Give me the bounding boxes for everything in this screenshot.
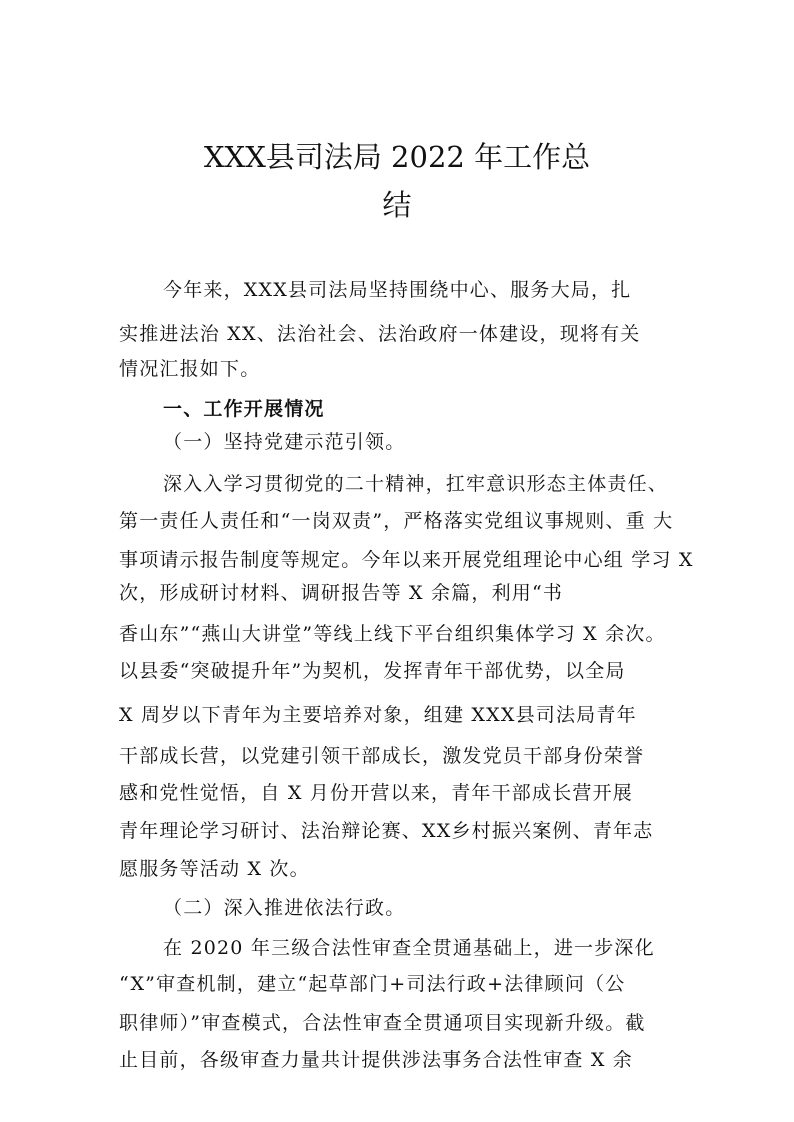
paragraph-line: 干部成长营，以党建引领干部成长，激发党员干部身份荣誉: [119, 745, 645, 767]
paragraph-line: 青年理论学习研讨、法治辩论赛、XX乡村振兴案例、青年志: [119, 820, 654, 842]
paragraph-line: 止目前，各级审查力量共计提供涉法事务合法性审查 X 余: [119, 1049, 634, 1071]
paragraph-line: 愿服务等活动 X 次。: [119, 858, 310, 880]
subsection-heading: （二）深入推进依法行政。: [163, 897, 406, 919]
paragraph-line: 事项请示报告制度等规定。今年以来开展党组理论中心组 学习 X: [119, 549, 694, 571]
paragraph-line: 今年来，XXX县司法局坚持围绕中心、服务大局，扎: [163, 279, 632, 301]
paragraph-line: 香山东”“燕山大讲堂”等线上线下平台组织集体学习 X 余次。: [119, 623, 666, 645]
subsection-heading: （一）坚持党建示范引领。: [163, 431, 406, 453]
paragraph-line: 在 2020 年三级合法性审查全贯通基础上，进一步深化: [163, 937, 655, 959]
paragraph-line: X 周岁以下青年为主要培养对象，组建 XXX县司法局青年: [119, 704, 637, 726]
paragraph-line: 次，形成研讨材料、调研报告等 X 余篇，利用“书: [119, 582, 564, 604]
paragraph-line: 深入入学习贯彻党的二十精神，扛牢意识形态主体责任、: [163, 473, 669, 495]
paragraph-line: 感和党性觉悟，自 X 月份开营以来，青年干部成长营开展: [119, 782, 634, 804]
document-title-line-2: 结: [382, 188, 412, 222]
paragraph-line: 实推进法治 XX、法治社会、法治政府一体建设，现将有关: [119, 323, 641, 345]
paragraph-line: 职律师）”审查模式，合法性审查全贯通项目实现新升级。截: [119, 1012, 646, 1034]
paragraph-line: 第一责任人责任和“一岗双责”，严格落实党组议事规则、重 大: [119, 510, 674, 532]
section-heading: 一、工作开展情况: [163, 398, 325, 420]
paragraph-line: 情况汇报如下。: [119, 358, 261, 380]
paragraph-line: 以县委“突破提升年”为契机，发挥青年干部优势，以全局: [119, 660, 626, 682]
document-title-line-1: XXX县司法局 2022 年工作总: [203, 140, 591, 174]
paragraph-line: “X”审查机制，建立“起草部门+司法行政+法律顾问（公: [119, 973, 626, 995]
